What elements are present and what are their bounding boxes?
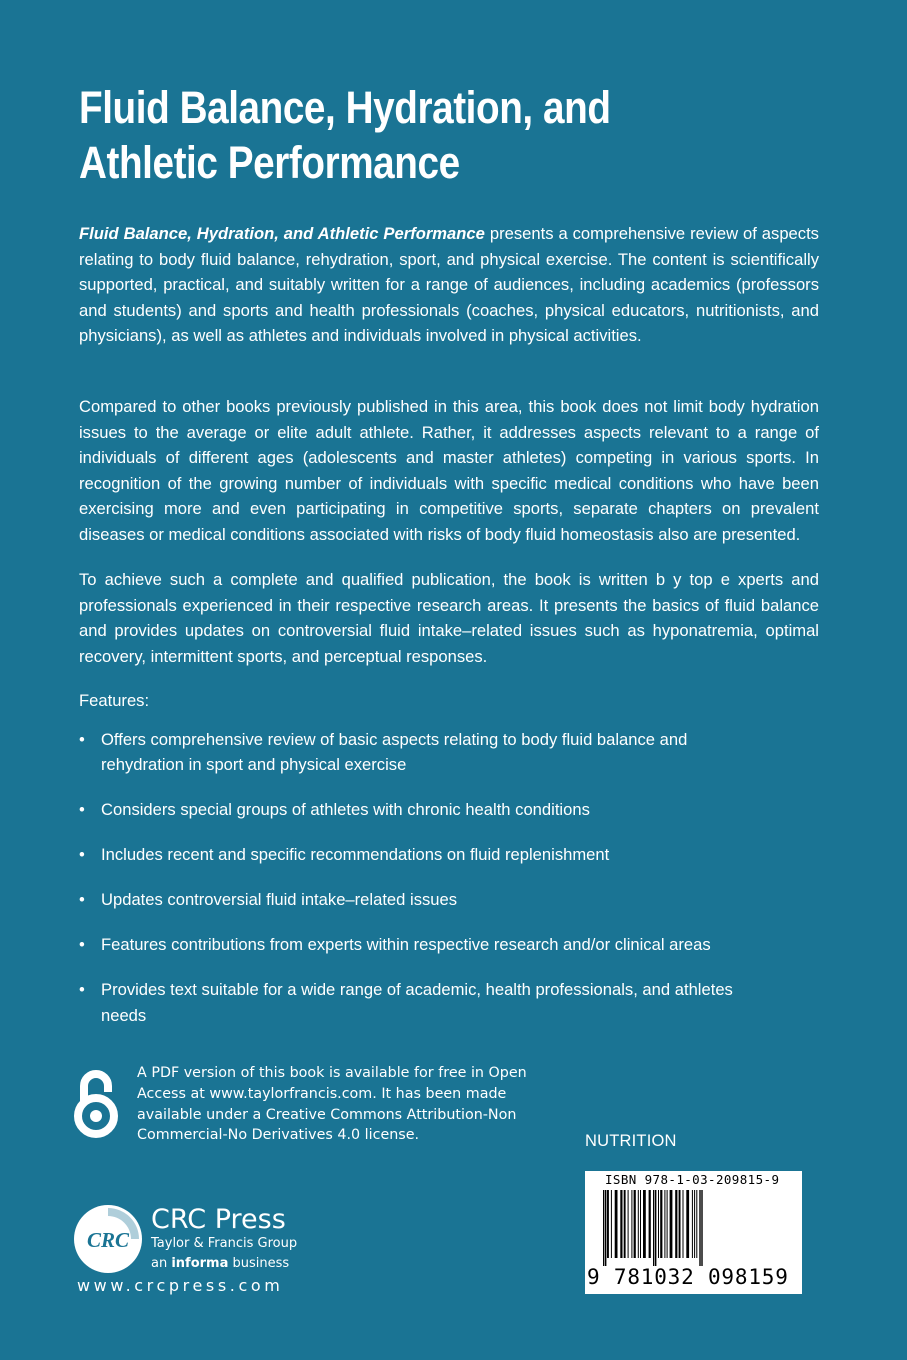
barcode-bar (679, 1190, 681, 1258)
open-access-notice: A PDF version of this book is available for free in Open Access at www.taylorfrancis.com. It has been made available under a Creative Commons Attribution-Non Commercial-No Derivatives 4.0 license. (137, 1065, 527, 1144)
barcode-bar (643, 1190, 646, 1258)
barcode-bar (686, 1190, 689, 1258)
barcode-bar (667, 1190, 668, 1258)
feature-item (79, 727, 759, 778)
publisher-business-prefix: an (151, 1256, 172, 1271)
bullet-icon: • (79, 845, 85, 865)
isbn-label: ISBN 978-1-03-209815-9 (605, 1172, 780, 1187)
barcode-bar (611, 1190, 612, 1258)
barcode-bar (655, 1190, 656, 1266)
feature-text: Offers comprehensive review of basic aspects relating to body fluid balance and rehydration in sport and physical exercise (101, 730, 688, 775)
features-label: Features: (79, 691, 150, 710)
barcode-bar (607, 1190, 609, 1258)
bullet-icon: • (79, 935, 85, 955)
description-paragraph-3: To achieve such a complete and qualified publication, the book is written b y top e xperts and professionals experienced in their respective research areas. It presents the basics of fluid balance and provides updates on controversial fluid intake–related issues such as hyponatremia, optimal recovery, intermittent sports, and perceptual responses. (79, 570, 819, 666)
description-paragraph-1 (79, 221, 819, 349)
isbn-barcode (585, 1171, 802, 1294)
feature-item (79, 887, 759, 912)
barcode-bar (694, 1190, 695, 1258)
description-book-title: Fluid Balance, Hydration, and Athletic Performance (79, 224, 485, 243)
bullet-icon: • (79, 980, 85, 1000)
barcode-bar (660, 1190, 662, 1258)
isbn-digits: 9 781032 098159 (587, 1265, 789, 1289)
barcode-bar (675, 1190, 677, 1258)
barcode-bar (615, 1190, 618, 1258)
barcode-bar (605, 1190, 606, 1266)
book-title (79, 80, 836, 190)
publisher-business-suffix: business (228, 1256, 290, 1271)
description-text-1: presents a comprehensive review of aspects relating to body fluid balance, rehydration, sport, and physical exercise. The content is scientifically supported, practical, and suitably written for a range of audiences, including academics (professors and students) and sports and health professionals (coaches, physical educators, nutritionists, and physicians), as well as athletes and individuals involved in physical activities. (79, 224, 819, 346)
subject-category: NUTRITION (585, 1132, 677, 1150)
title-line-1: Fluid Balance, Hydration, and (79, 82, 611, 133)
crc-press-logo (73, 1204, 143, 1274)
barcode-bar (664, 1190, 665, 1258)
barcode-bars (591, 1190, 796, 1266)
feature-item (79, 842, 759, 867)
barcode-bar (640, 1190, 641, 1258)
title-line-2: Athletic Performance (79, 137, 460, 188)
feature-text: Features contributions from experts within respective research and/or clinical areas (101, 935, 711, 955)
feature-text: Includes recent and specific recommendations on fluid replenishment (101, 845, 610, 865)
barcode-bar (670, 1190, 673, 1258)
feature-item (79, 977, 759, 1028)
barcode-bar (658, 1190, 659, 1258)
publisher-name: CRC Press (151, 1204, 286, 1235)
barcode-bar (603, 1190, 604, 1266)
barcode-bar (649, 1190, 651, 1258)
bullet-icon: • (79, 730, 85, 749)
publisher-business (151, 1256, 289, 1271)
publisher-url: www.crcpress.com (77, 1276, 284, 1295)
crc-logo-text: CRC (86, 1228, 130, 1252)
barcode-bar (634, 1190, 636, 1258)
publisher-group: Taylor & Francis Group (151, 1236, 298, 1251)
feature-item (79, 932, 759, 957)
barcode-bar (638, 1190, 639, 1258)
bullet-icon: • (79, 800, 85, 820)
open-access-icon (72, 1068, 120, 1140)
barcode-bar (653, 1190, 654, 1266)
barcode-bar (620, 1190, 622, 1258)
bullet-icon: • (79, 890, 85, 910)
barcode-bar (631, 1190, 632, 1258)
feature-text: Provides text suitable for a wide range of academic, health professionals, and athletes needs (101, 980, 733, 1025)
barcode-bar (701, 1190, 702, 1266)
feature-text: Updates controversial fluid intake–related issues (101, 890, 458, 910)
barcode-bar (699, 1190, 700, 1266)
barcode-bar (696, 1190, 697, 1258)
barcode-bar (683, 1190, 684, 1258)
description-paragraph-2: Compared to other books previously published in this area, this book does not limit body hydration issues to the average or elite adult athlete. Rather, it addresses aspects relevant to a range of individuals of different ages (adolescents and master athletes) competing in various sports. In recognition of the growing number of individuals with specific medical conditions who have been exercising more and even participating in competitive sports, separate chapters on prevalent diseases or medical conditions associated with risks of body fluid homeostasis also are presented. (79, 397, 819, 544)
features-list (79, 727, 759, 1048)
informa-brand: informa (171, 1256, 229, 1271)
feature-text: Considers special groups of athletes with chronic health conditions (101, 800, 590, 820)
barcode-bar (692, 1190, 693, 1258)
barcode-bar (624, 1190, 626, 1258)
feature-item (79, 797, 759, 822)
barcode-bar (628, 1190, 629, 1258)
